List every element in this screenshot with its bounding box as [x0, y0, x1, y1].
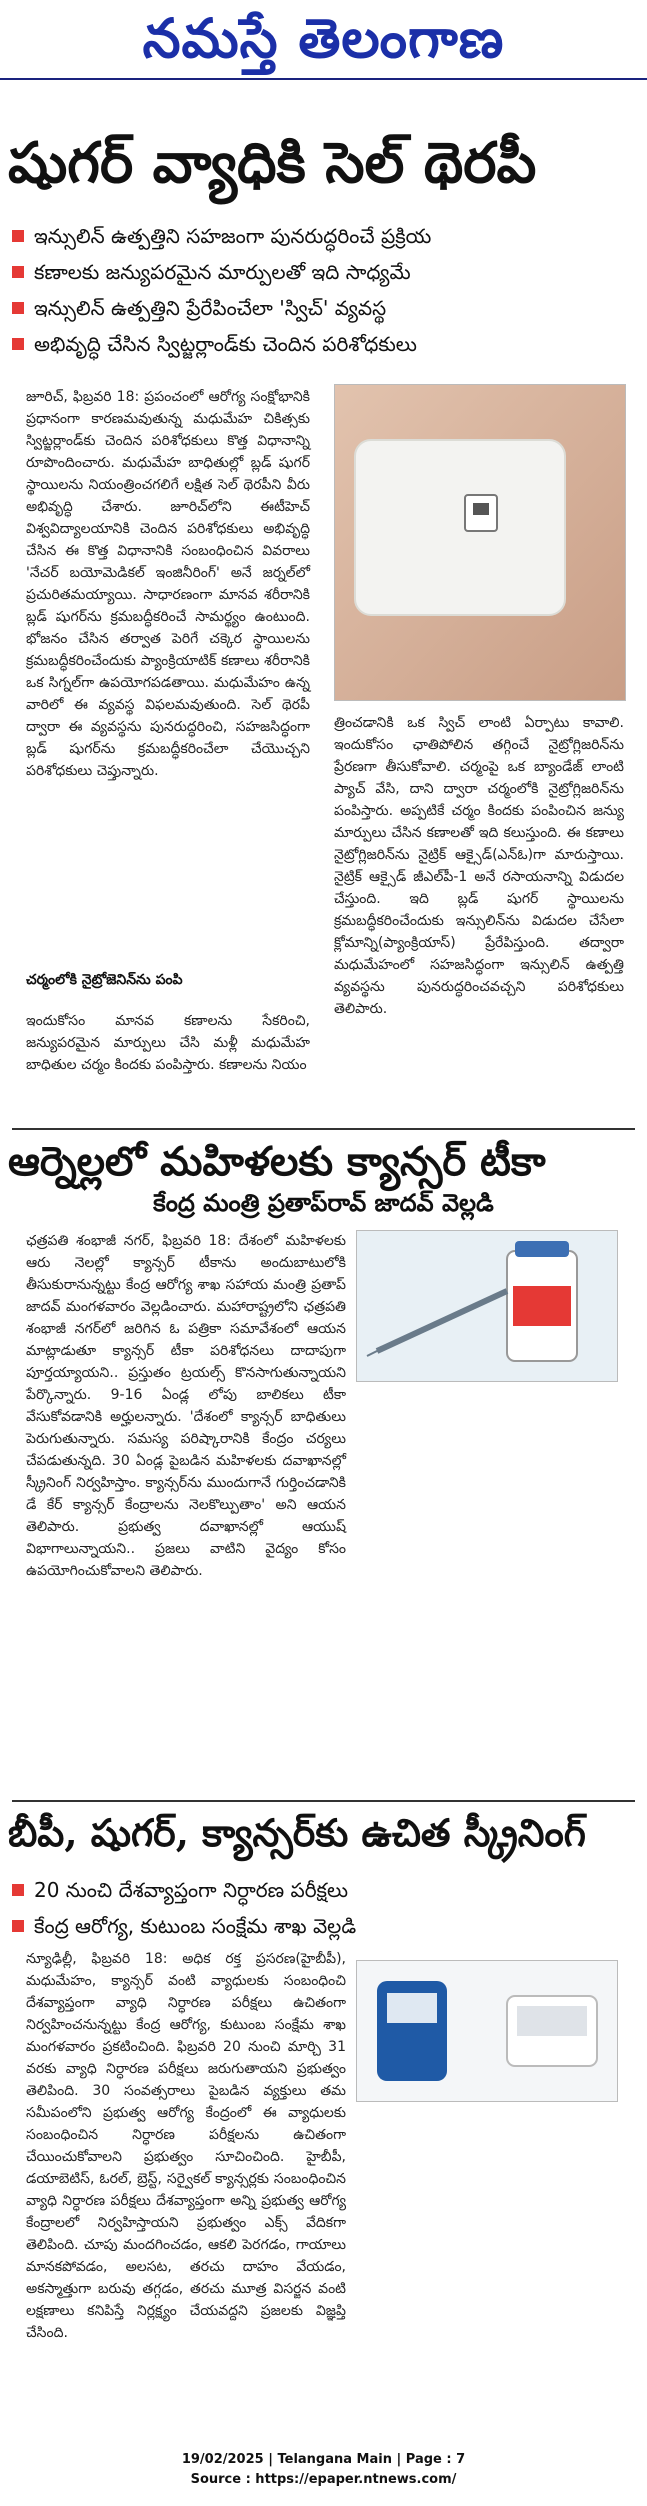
- insulin-patch-photo: [334, 384, 626, 701]
- article3-bullets: [12, 1872, 635, 1944]
- masthead-title: నమస్తే తెలంగాణ: [142, 6, 505, 70]
- page-footer: [0, 2450, 647, 2490]
- article1-bullet: కణాలకు జన్యుపరమైన మార్పులతో ఇది సాధ్యమే: [12, 254, 635, 290]
- article1-headline: షుగర్ వ్యాధికి సెల్ థెరపీ: [8, 130, 537, 196]
- article1-bullet: ఇన్సులిన్ ఉత్పత్తిని ప్రేరేపించేలా 'స్విచ్' వ్యవస్థ: [12, 290, 635, 326]
- footer-date-line: 19/02/2025 | Telangana Main | Page : 7: [181, 2452, 466, 2467]
- cancer-vaccine-photo: [356, 1230, 618, 1382]
- article1-body-col1b: ఇందుకోసం మానవ కణాలను సేకరించి, జన్యుపరమైన మార్పులు చేసి మళ్లీ మధుమేహ బాధితుల చర్మం కిందకు పంపిస్తారు. కణాలను నియం: [26, 1013, 310, 1073]
- article3-body: న్యూఢిల్లీ, ఫిబ్రవరి 18: అధిక రక్త ప్రసరణ(హైబీపీ), మధుమేహం, క్యాన్సర్ వంటి వ్యాధులకు సంబంధించి దేశవ్యాప్తంగా వ్యాధి నిర్ధారణ పరీక్షలు ఉచితంగా నిర్వహించనున్నట్టు కేంద్ర ఆరోగ్య, కుటుంబ సంక్షేమ శాఖ మంగళవారం ప్రకటించింది. ఫిబ్రవరి 20 నుంచి మార్చి 31 వరకు వ్యాధి నిర్ధారణ పరీక్షలు జరుగుతాయని ప్రభుత్వం తెలిపింది. 30 సంవత్సరాలు పైబడిన వ్యక్తులు తమ సమీపంలోని ప్రభుత్వ ఆరోగ్య కేంద్రంలో ఈ వ్యాధులకు సంబంధించిన నిర్ధారణ పరీక్షలను ఉచితంగా చేయించుకోవాలని ప్రభుత్వం సూచించింది. హైబీపీ, డయాబెటిస్, ఓరల్, బ్రెస్ట్, సర్వైకల్ క్యాన్సర్లకు సంబంధించిన వ్యాధి నిర్ధారణ పరీక్షలు దేశవ్యాప్తంగా అన్ని ప్రభుత్వ ఆరోగ్య కేంద్రాలలో నిర్వహిస్తాయని ప్రభుత్వం ఎక్స్ వేదికగా తెలిపింది. చూపు మందగించడం, ఆకలి పెరగడం, గాయాలు మానకపోవడం, అలసట, తరచు దాహం వేయడం, అకస్మాత్తుగా బరువు తగ్గడం, తరచు మూత్ర విసర్జన వంటి లక్షణాలు కనిపిస్తే నిర్లక్ష్యం చేయవద్దని ప్రజలకు విజ్ఞప్తి చేసింది.: [26, 1951, 346, 2341]
- article1-body-col2: త్రించడానికి ఒక స్విచ్ లాంటి ఏర్పాటు కావాలి. ఇందుకోసం ఛాతిపోలిన తగ్గించే నైట్రోగ్లిజరిన్‌ను ప్రేరణగా తీసుకోవాలి. చర్మంపై ఒక బ్యాండేజ్ లాంటి ప్యాచ్ వేసి, దాని ద్వారా చర్మంలోకి నైట్రోగ్లిజరిన్‌ను పంపిస్తారు. అప్పటికే చర్మం కిందకు పంపించిన జన్యు మార్పులు చేసిన కణాలతో ఇది కలుస్తుంది. ఈ కణాలు నైట్రోగ్లిజరిన్‌ను నైట్రిక్ ఆక్సైడ్(ఎన్‌ఓ)గా మారుస్తాయి. నైట్రిక్ ఆక్సైడ్ జీఎల్‌పీ-1 అనే రసాయనాన్ని విడుదల చేస్తుంది. ఇది బ్లడ్ షుగర్ స్థాయిలను క్రమబద్ధీకరించేందుకు ఇన్సులిన్‌ను విడుదల చేసేలా క్లోమాన్ని(ప్యాంక్రియాస్) ప్రేరేపిస్తుంది. తద్వారా మధుమేహంలో సహజసిద్ధంగా ఇన్సులిన్ ఉత్పత్తి వ్యవస్థను పునరుద్ధరించవచ్చని పరిశోధకులు తెలిపారు.: [334, 715, 624, 1017]
- footer-source-line: Source : https://epaper.ntnews.com/: [190, 2472, 457, 2487]
- article2-kicker: కేంద్ర మంత్రి ప్రతాప్‌రావ్ జాదవ్ వెల్లడి: [153, 1188, 494, 1217]
- vaccine-vial-illustration: [357, 1231, 617, 1381]
- article3-bullet: కేంద్ర ఆరోగ్య, కుటుంబ సంక్షేమ శాఖ వెల్లడి: [12, 1908, 635, 1944]
- article3-bullet: 20 నుంచి దేశవ్యాప్తంగా నిర్ధారణ పరీక్షలు: [12, 1872, 635, 1908]
- glucometer-bp-monitor-illustration: [357, 1961, 617, 2101]
- article1-body-col1: జూరిచ్, ఫిబ్రవరి 18: ప్రపంచంలో ఆరోగ్య సంక్షోభానికి ప్రధానంగా కారణమవుతున్న మధుమేహ చికిత్సకు స్విట్జర్లాండ్‌కు చెందిన పరిశోధకులు కొత్త విధానాన్ని రూపొందించారు. మధుమేహ బాధితుల్లో బ్లడ్ షుగర్ స్థాయిలను నియంత్రించగలిగే లక్షిత సెల్ థెరపీని వీరు అభివృద్ధి చేశారు. జూరిచ్‌లోని ఈటీహెచ్ విశ్వవిద్యాలయానికి చెందిన పరిశోధకులు అభివృద్ధి చేసిన ఈ కొత్త విధానానికి సంబంధించిన వివరాలు 'నేచర్ బయోమెడికల్ ఇంజినీరింగ్' అనే జర్నల్‌లో ప్రచురితమయ్యాయి. సాధారణంగా మానవ శరీరానికి బ్లడ్ షుగర్‌ను క్రమబద్ధీకరించే సామర్థ్యం ఉంటుంది. భోజనం చేసిన తర్వాత పెరిగే చక్కెర స్థాయిలను క్రమబద్ధీకరించేందుకు ప్యాంక్రియాటిక్ కణాలు శరీరానికి ఒక సిగ్నల్‌గా ఉపయోగపడతాయి. మధుమేహం ఉన్న వారిలో ఈ వ్యవస్థ విఫలమవుతుంది. సెల్ థెరపీ ద్వారా ఈ వ్యవస్థను పునరుద్ధరించి, సహజసిద్ధంగా బ్లడ్ షుగర్‌ను క్రమబద్ధీకరించేలా చేయొచ్చని పరిశోధకులు చెప్తున్నారు.: [26, 389, 310, 779]
- article1-bullets: [12, 218, 635, 362]
- screening-devices-photo: [356, 1960, 618, 2102]
- masthead: [0, 0, 647, 80]
- article-divider: [12, 1128, 635, 1130]
- article2-body: ఛత్రపతి శంభాజీ నగర్, ఫిబ్రవరి 18: దేశంలో మహిళలకు ఆరు నెలల్లో క్యాన్సర్ టీకాను అందుబాటులోకి తీసుకురానున్నట్టు కేంద్ర ఆరోగ్య శాఖ సహాయ మంత్రి ప్రతాప్ జాదవ్ మంగళవారం వెల్లడించారు. మహారాష్ట్రలోని ఛత్రపతి శంభాజీ నగర్‌లో జరిగిన ఓ పత్రికా సమావేశంలో ఆయన మాట్లాడుతూ క్యాన్సర్ టీకా పరిశోధనలు దాదాపుగా పూర్తయ్యాయని.. ప్రస్తుతం ట్రయల్స్ కొనసాగుతున్నాయని పేర్కొన్నారు. 9-16 ఏండ్ల లోపు బాలికలు టీకా వేసుకోవడానికి అర్హులన్నారు. 'దేశంలో క్యాన్సర్ బాధితులు పెరుగుతున్నారు. సమస్య పరిష్కారానికి కేంద్రం చర్యలు చేపడుతున్నది. 30 ఏండ్ల పైబడిన మహిళలకు దవాఖానల్లో స్క్రీనింగ్ నిర్వహిస్తాం. క్యాన్సర్‌ను ముందుగానే గుర్తించడానికి డే కేర్ క్యాన్సర్ కేంద్రాలను నెలకొల్పుతాం' అని ఆయన తెలిపారు. ప్రభుత్వ దవాఖానల్లో ఆయుష్ విభాగాలున్నాయని.. ప్రజలు వాటిని వైద్యం కోసం ఉపయోగించుకోవాలని తెలిపారు.: [26, 1233, 346, 1579]
- article1-bullet: అభివృద్ధి చేసిన స్విట్జర్లాండ్‌కు చెందిన పరిశోధకులు: [12, 326, 635, 362]
- article3-headline: బీపీ, షుగర్, క్యాన్సర్‌కు ఉచిత స్క్రీనింగ్: [8, 1810, 586, 1855]
- article1-bullet: ఇన్సులిన్ ఉత్పత్తిని సహజంగా పునరుద్ధరించే ప్రక్రియ: [12, 218, 635, 254]
- skin-patch-illustration: [335, 385, 625, 700]
- article1-subhead: చర్మంలోకి నైట్రోజెనిన్‌ను పంపి: [26, 972, 183, 988]
- article-divider: [12, 1800, 635, 1802]
- article2-headline: ఆర్నెల్లలో మహిళలకు క్యాన్సర్ టీకా: [8, 1138, 546, 1185]
